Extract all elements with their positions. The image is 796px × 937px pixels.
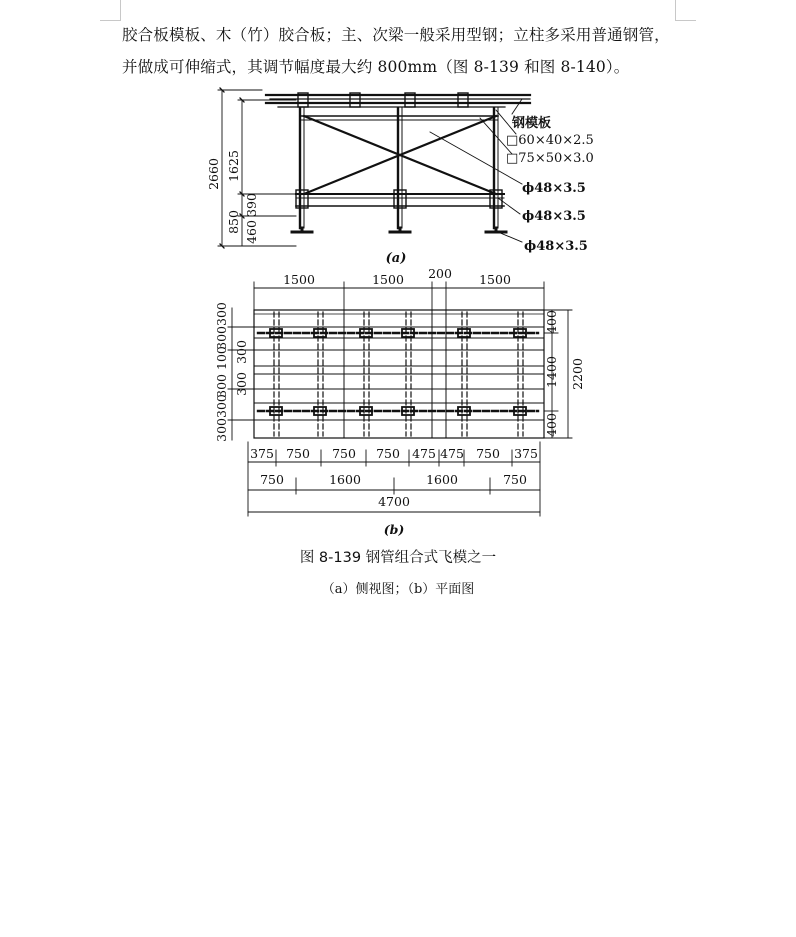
dim-bottom-r2-4: 750 xyxy=(503,472,527,487)
side-view-label: (a) xyxy=(385,251,407,266)
dim-right-total: 2200 xyxy=(570,358,585,390)
side-view-drawing xyxy=(218,88,530,248)
dim-top-1500-a: 1500 xyxy=(283,272,315,287)
dim-total-height: 2660 xyxy=(206,158,221,190)
dim-right-400-bottom: 400 xyxy=(544,413,559,437)
dim-bottom-r1-5: 475 xyxy=(412,446,436,461)
callout-beam-60x40: □60×40×2.5 xyxy=(506,133,594,148)
figure-8-139 xyxy=(200,82,600,540)
body-paragraph-line-1: 胶合板模板、木（竹）胶合板；主、次梁一般采用型钢；立柱多采用普通钢管， xyxy=(122,26,670,44)
side-view-dimension-labels xyxy=(206,150,259,244)
dim-bottom-r1-6: 475 xyxy=(440,446,464,461)
dim-adjust-390: 390 xyxy=(244,193,259,217)
dim-bottom-r1-1: 375 xyxy=(250,446,274,461)
dim-lower-height: 850 xyxy=(226,210,241,234)
dim-upper-height: 1625 xyxy=(226,150,241,182)
dim-bottom-total: 4700 xyxy=(378,494,410,509)
figure-caption-title: 图 8-139 钢管组合式飞模之一 xyxy=(299,550,497,566)
plan-view-dimension-labels xyxy=(214,266,585,537)
figure-caption-subtitle: （a）侧视图；（b）平面图 xyxy=(321,582,475,597)
dim-bottom-r2-3: 1600 xyxy=(426,472,458,487)
dim-left-5: 300300 xyxy=(214,394,229,442)
figure-drawing xyxy=(200,82,600,540)
dim-foot-460: 460 xyxy=(244,220,259,244)
dim-top-1500-b: 1500 xyxy=(372,272,404,287)
dim-left-1: 300300 xyxy=(214,302,229,350)
dim-left-3: 300 100 xyxy=(214,346,229,398)
dim-bottom-r2-1: 750 xyxy=(260,472,284,487)
callout-tube-3: ϕ48×3.5 xyxy=(524,239,588,254)
crop-mark-top-right-h xyxy=(675,20,696,21)
crop-mark-top-right-v xyxy=(675,0,676,20)
body-paragraph-line-2: 并做成可伸缩式，其调节幅度最大约 800mm（图 8-139 和图 8-140）。 xyxy=(122,58,630,76)
dim-left-2: 300 xyxy=(234,340,249,364)
callout-beam-75x50: □75×50×3.0 xyxy=(506,151,594,166)
dim-bottom-r1-3: 750 xyxy=(332,446,356,461)
dim-bottom-r1-4: 750 xyxy=(376,446,400,461)
dim-bottom-r1-7: 750 xyxy=(476,446,500,461)
callout-tube-2: ϕ48×3.5 xyxy=(522,209,586,224)
dim-bottom-r1-8: 375 xyxy=(514,446,538,461)
dim-right-400-top: 400 xyxy=(544,310,559,334)
callout-steel-formwork: 钢模板 xyxy=(512,116,552,131)
crop-mark-top-left-h xyxy=(100,20,121,21)
callout-tube-1: ϕ48×3.5 xyxy=(522,181,586,196)
plan-view-label: (b) xyxy=(383,522,405,537)
dim-bottom-r1-2: 750 xyxy=(286,446,310,461)
dim-top-200: 200 xyxy=(428,266,452,281)
dim-bottom-r2-2: 1600 xyxy=(329,472,361,487)
dim-right-1400: 1400 xyxy=(544,356,559,388)
crop-mark-top-left-v xyxy=(120,0,121,20)
dim-top-1500-c: 1500 xyxy=(479,272,511,287)
dim-left-4: 300 xyxy=(234,372,249,396)
